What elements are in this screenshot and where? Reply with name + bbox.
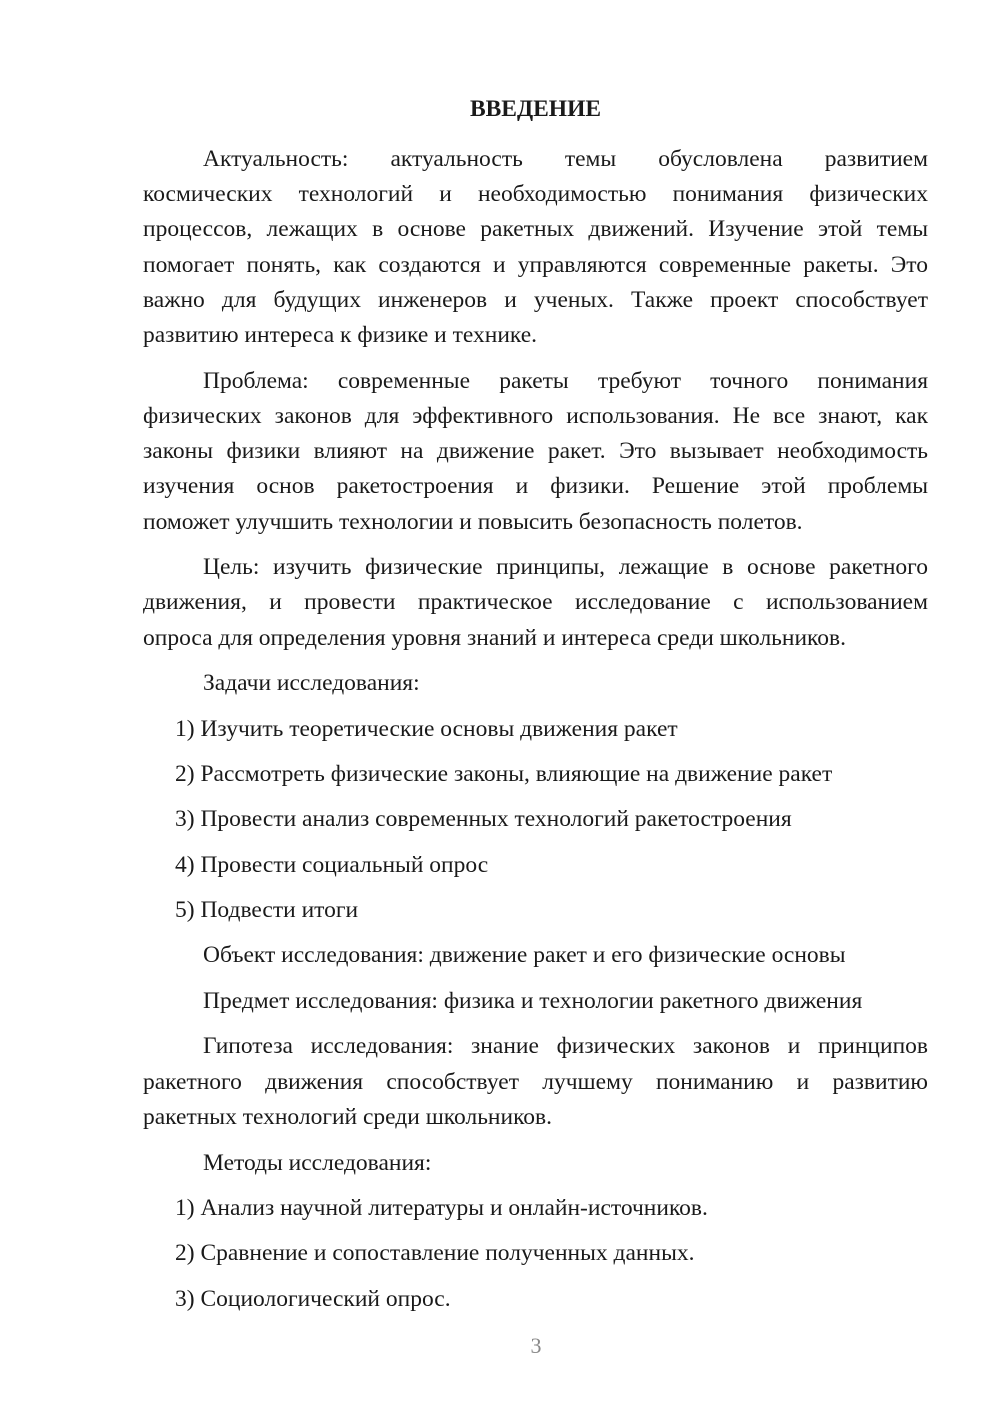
- text-line: помогает понять, как создаются и управляются современные ракеты. Это: [143, 251, 928, 278]
- task-item: 4) Провести социальный опрос: [175, 851, 489, 878]
- text-line: законы физики влияют на движение ракет. Это вызывает необходимость: [143, 438, 928, 465]
- text-line: Проблема: современные ракеты требуют точного понимания: [203, 367, 928, 394]
- tasks-heading: Задачи исследования:: [203, 670, 420, 697]
- document-page: [143, 92, 928, 1327]
- method-item: 2) Сравнение и сопоставление полученных данных.: [175, 1240, 695, 1267]
- method-item: 3) Социологический опрос.: [175, 1285, 451, 1312]
- text-line: развитию интереса к физике и технике.: [143, 322, 538, 349]
- task-item: 5) Подвести итоги: [175, 896, 359, 923]
- text-line: Гипотеза исследования: знание физических законов и принципов: [203, 1033, 928, 1060]
- method-item: 1) Анализ научной литературы и онлайн-источников.: [175, 1195, 708, 1222]
- text-line: физических законов для эффективного использования. Не все знают, как: [143, 402, 928, 429]
- task-item: 1) Изучить теоретические основы движения ракет: [175, 716, 678, 743]
- text-line: ракетных технологий среди школьников.: [143, 1103, 553, 1130]
- text-line: ракетного движения способствует лучшему пониманию и развитию: [143, 1068, 928, 1095]
- text-line: важно для будущих инженеров и ученых. Также проект способствует: [143, 286, 928, 313]
- problem-paragraph: [143, 364, 928, 540]
- goal-paragraph: [143, 550, 928, 656]
- text-line: движения, и провести практическое исследование с использованием: [143, 589, 928, 616]
- page-number: 3: [530, 1333, 542, 1358]
- text-line: процессов, лежащих в основе ракетных движений. Изучение этой темы: [143, 216, 928, 243]
- task-item: 3) Провести анализ современных технологий ракетостроения: [175, 806, 792, 833]
- methods-heading: Методы исследования:: [203, 1149, 432, 1176]
- text-line: поможет улучшить технологии и повысить безопасность полетов.: [143, 508, 803, 535]
- page-title: ВВЕДЕНИЕ: [469, 96, 602, 122]
- research-object: Объект исследования: движение ракет и его физические основы: [203, 942, 846, 969]
- text-line: Цель: изучить физические принципы, лежащие в основе ракетного: [203, 554, 928, 581]
- text-line: изучения основ ракетостроения и физики. Решение этой проблемы: [143, 473, 928, 500]
- text-line: космических технологий и необходимостью понимания физических: [143, 181, 928, 208]
- text-line: Актуальность: актуальность темы обусловлена развитием: [203, 146, 928, 172]
- text-line: опроса для определения уровня знаний и интереса среди школьников.: [143, 624, 846, 651]
- relevance-paragraph: [143, 142, 928, 353]
- hypothesis-paragraph: [143, 1029, 928, 1135]
- research-subject: Предмет исследования: физика и технологии ракетного движения: [203, 987, 863, 1014]
- task-item: 2) Рассмотреть физические законы, влияющие на движение ракет: [175, 761, 833, 788]
